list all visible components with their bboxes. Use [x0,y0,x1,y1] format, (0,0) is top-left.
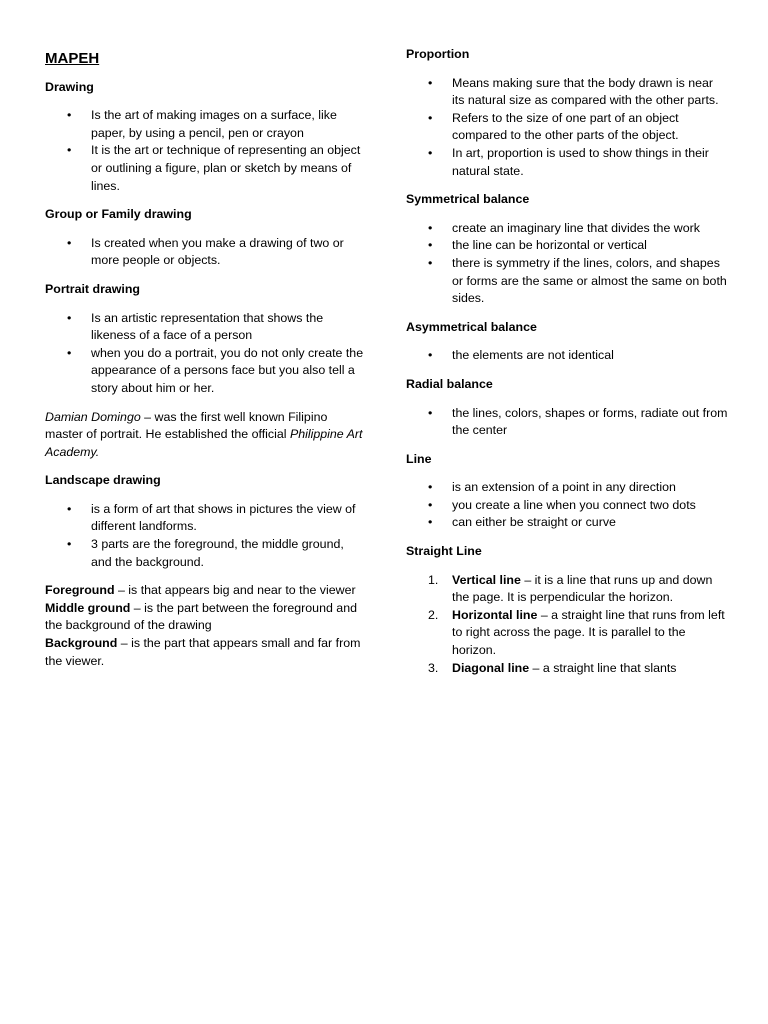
right-column [406,46,728,677]
damian-domingo-text: – was the first well known Filipino master of portrait. He established the official [45,409,328,442]
left-column [45,44,365,670]
definition-term: Middle ground [45,600,131,615]
list-item: • create an imaginary line that divides the work [428,220,728,238]
definition-text: – is that appears big and near to the viewer [114,583,356,598]
heading-asymmetrical-balance: Asymmetrical balance [406,319,537,334]
list-item: • Means making sure that the body drawn is near its natural size as compared with the other parts. [428,75,728,110]
numbered-item [406,660,728,678]
item-text: – a straight line that slants [529,660,677,675]
heading-proportion: Proportion [406,47,470,61]
portrait-drawing-list [45,310,365,398]
list-item: • the line can be horizontal or vertical [428,237,728,255]
heading-landscape-drawing: Landscape drawing [45,473,161,488]
background-definition [45,635,365,670]
list-item: • is a form of art that shows in pictures the view of different landforms. [67,501,365,536]
asymmetrical-balance-list [406,347,728,365]
philippine-art-academy: Philippine Art Academy. [45,427,363,459]
heading-group-drawing: Group or Family drawing [45,207,192,222]
list-item: • when you do a portrait, you do not only create the appearance of a persons face but you also tell a story about him or her. [67,345,365,398]
list-item: • the lines, colors, shapes or forms, radiate out from the center [428,405,728,440]
page-title: MAPEH [45,50,100,67]
item-number: 3. [428,660,439,675]
item-term: Diagonal line [452,660,530,675]
middle-ground-definition [45,600,365,635]
list-item: • you create a line when you connect two dots [428,497,728,515]
heading-drawing: Drawing [45,79,94,94]
group-drawing-list [45,235,365,270]
definition-text: – is the part between the foreground and the background of the drawing [45,600,357,633]
heading-radial-balance: Radial balance [406,376,493,391]
list-item: • the elements are not identical [428,347,728,365]
damian-domingo-name: Damian Domingo [45,409,141,424]
proportion-list [406,75,728,181]
foreground-definition [45,582,365,600]
item-term: Vertical line [452,572,521,587]
numbered-item [406,607,728,660]
heading-line: Line [406,451,432,466]
numbered-item [406,572,728,607]
list-item: • 3 parts are the foreground, the middle ground, and the background. [67,536,365,571]
grounds-definitions [45,582,365,670]
damian-domingo-paragraph [45,409,365,462]
straight-line-list [406,572,728,678]
list-item: • there is symmetry if the lines, colors, and shapes or forms are the same or almost the same on both sides. [428,255,728,308]
item-number: 2. [428,607,439,622]
definition-term: Background [45,636,118,651]
item-number: 1. [428,572,439,587]
list-item: • In art, proportion is used to show things in their natural state. [428,145,728,180]
heading-portrait-drawing: Portrait drawing [45,281,141,296]
item-text: – it is a line that runs up and down the page. It is perpendicular the horizon. [452,572,713,605]
radial-balance-list [406,405,728,440]
list-item: • Is the art of making images on a surface, like paper, by using a pencil, pen or crayon [67,107,365,142]
list-item: • Is created when you make a drawing of two or more people or objects. [67,235,365,270]
list-item: • is an extension of a point in any direction [428,479,728,497]
drawing-list [45,107,365,195]
heading-straight-line: Straight Line [406,544,482,559]
landscape-drawing-list [45,501,365,571]
list-item: • It is the art or technique of representing an object or outlining a figure, plan or sketch by means of lines. [67,142,365,195]
symmetrical-balance-list [406,220,728,308]
item-term: Horizontal line [452,607,538,622]
list-item: • Is an artistic representation that shows the likeness of a face of a person [67,310,365,345]
heading-symmetrical-balance: Symmetrical balance [406,192,530,207]
definition-term: Foreground [45,583,115,598]
item-text: – a straight line that runs from left to right across the page. It is parallel to the horizon. [452,607,725,658]
list-item: • can either be straight or curve [428,514,728,532]
list-item: • Refers to the size of one part of an object compared to the other parts of the object. [428,110,728,145]
line-list [406,479,728,532]
definition-text: – is the part that appears small and far from the viewer. [45,636,361,668]
